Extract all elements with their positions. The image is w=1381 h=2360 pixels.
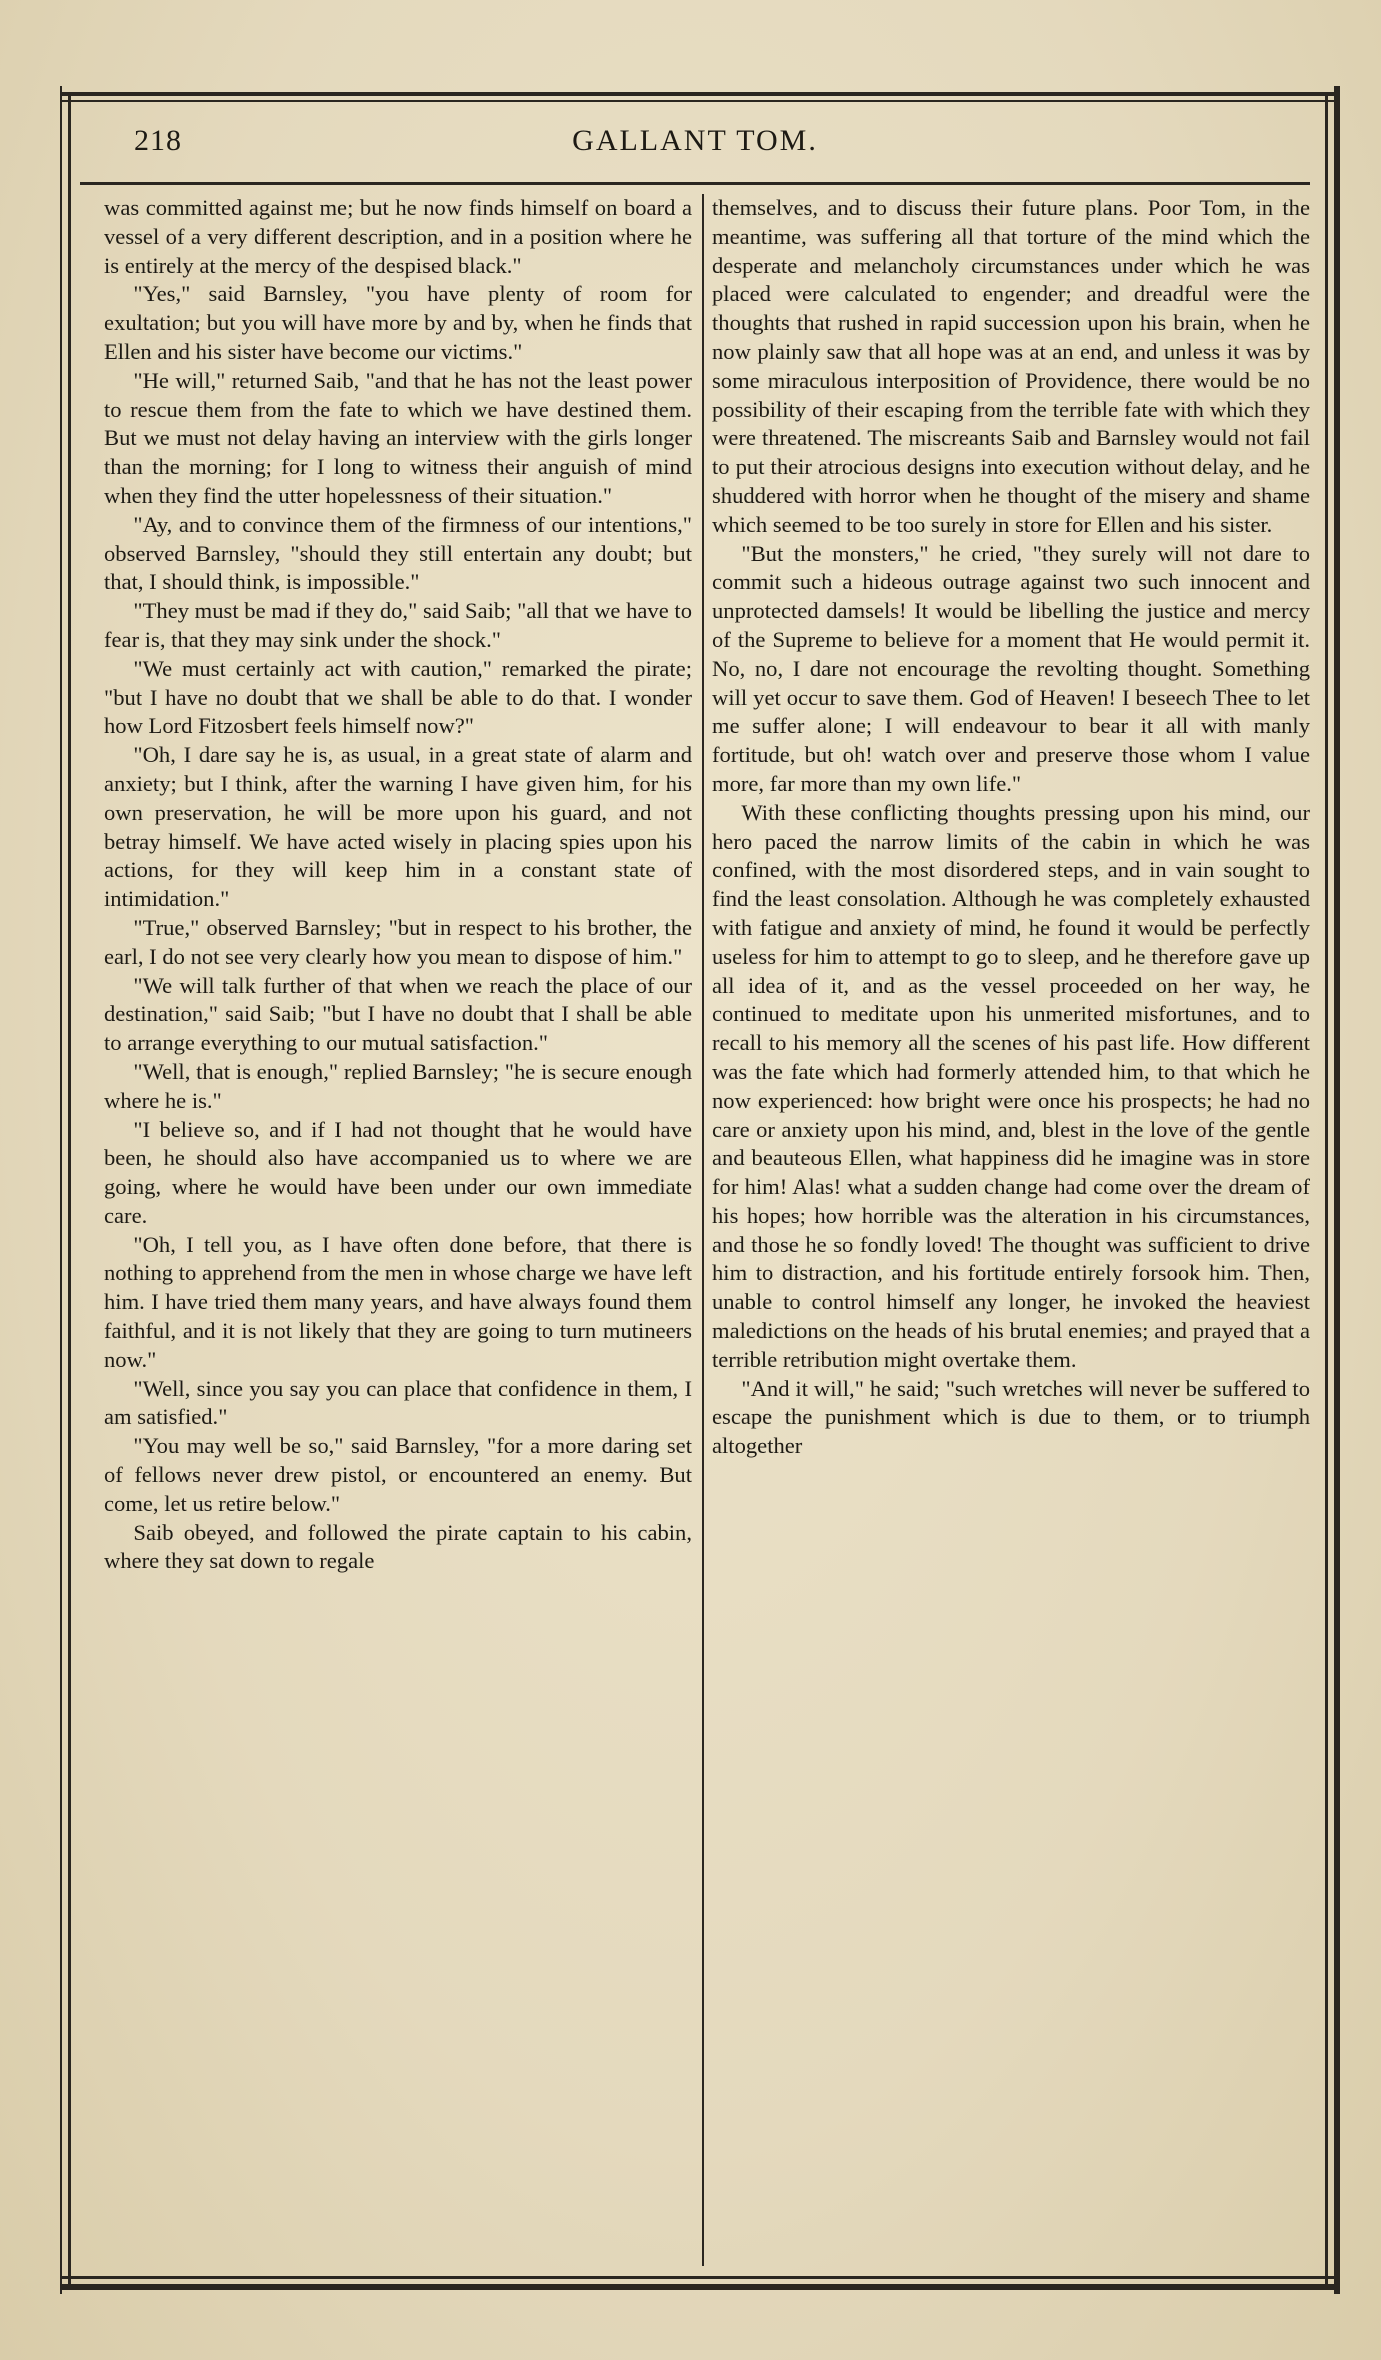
- column-divider: [702, 194, 704, 2266]
- paragraph: "He will," returned Saib, "and that he has not the least power to rescue them from the fate to which we have destined them. But we must not delay having an interview with the girls longer than the morning; for I long to witness their anguish of mind when they find the utter hopelessness of their situation.": [104, 367, 692, 508]
- top-rule: [60, 92, 1340, 96]
- paragraph: "True," observed Barnsley; "but in respect to his brother, the earl, I do not see very clearly how you mean to dispose of him.": [104, 914, 692, 969]
- paragraph: "We must certainly act with caution," remarked the pirate; "but I have no doubt that we shall be able to do that. I wonder how Lord Fitzosbert feels himself now?": [104, 655, 692, 739]
- paragraph: "Well, since you say you can place that confidence in them, I am satisfied.": [104, 1375, 692, 1430]
- paragraph: was committed against me; but he now finds himself on board a vessel of a very different description, and in a position where he is entirely at the mercy of the despised black.": [104, 195, 692, 278]
- paragraph: "Ay, and to convince them of the firmness of our intentions," observed Barnsley, "should they still entertain any doubt; but that, I should think, is impossible.": [104, 511, 692, 595]
- paragraph: With these conflicting thoughts pressing upon his mind, our hero paced the narrow limits of the cabin in which he was confined, with the most disordered steps, and in vain sought to find the least consolation. Although he was completely exhausted with fatigue and anxiety of mind, he found it would be perfectly useless for him to attempt to go to sleep, and he therefore gave up all idea of it, and as the vessel proceeded on her way, he continued to meditate upon his unmerited misfortunes, and to recall to his memory all the scenes of his past life. How different was the fate which had formerly attended him, to that which he now experienced: how bright were once his prospects; he had no care or anxiety upon his mind, and, blest in the love of the gentle and beauteous Ellen, what happiness did he imagine was in store for him! Alas! what a sudden change had come over the dream of his hopes; how horrible was the alteration in his circumstances, and those he so fondly loved! The thought was sufficient to drive him to distraction, and his fortitude entirely forsook him. Then, unable to control himself any longer, he invoked the heaviest maledictions on the heads of his brutal enemies; and prayed that a terrible retribution might overtake them.: [712, 799, 1310, 1372]
- paragraph: Saib obeyed, and followed the pirate captain to his cabin, where they sat down to regale: [104, 1519, 692, 1574]
- page-header: [80, 112, 1310, 176]
- page-number: 218: [134, 124, 182, 157]
- bottom-rule-thick: [60, 2284, 1340, 2290]
- paragraph: "And it will," he said; "such wretches will never be suffered to escape the punishment which is due to them, or to triumph altogether: [712, 1375, 1310, 1459]
- paragraph: "You may well be so," said Barnsley, "for a more daring set of fellows never drew pistol, or encountered an enemy. But come, let us retire below.": [104, 1433, 692, 1516]
- paragraph: "Oh, I dare say he is, as usual, in a great state of alarm and anxiety; but I think, after the warning I have given him, for his own preservation, he will be more upon his guard, and not betray himself. We have acted wisely in placing spies upon his actions, for they will keep him in a constant state of intimidation.": [104, 742, 692, 912]
- bottom-rule: [60, 2276, 1340, 2279]
- header-rule: [80, 182, 1310, 185]
- text-columns: [104, 194, 1312, 2266]
- left-column: [104, 194, 692, 2266]
- paragraph: "Well, that is enough," replied Barnsley; "he is secure enough where he is.": [104, 1058, 692, 1113]
- right-column: [712, 194, 1310, 2266]
- paragraph: "But the monsters," he cried, "they surely will not dare to commit such a hideous outrage against two such innocent and unprotected damsels! It would be libelling the justice and mercy of the Supreme to believe for a moment that He would permit it. No, no, I dare not encourage the revolting thought. Something will yet occur to save them. God of Heaven! I beseech Thee to let me suffer alone; I will endeavour to bear it all with manly fortitude, but oh! watch over and preserve those whom I value more, far more than my own life.": [712, 540, 1310, 796]
- paragraph: "They must be mad if they do," said Saib; "all that we have to fear is, that they may sink under the shock.": [104, 598, 692, 652]
- running-title: GALLANT TOM.: [572, 124, 818, 157]
- paragraph: themselves, and to discuss their future plans. Poor Tom, in the meantime, was suffering all that torture of the mind which the desperate and melancholy circumstances under which he was placed were calculated to engender; and dreadful were the thoughts that rushed in rapid succession upon his brain, when he now plainly saw that all hope was at an end, and unless it was by some miraculous interposition of Providence, there would be no possibility of their escaping from the terrible fate with which they were threatened. The miscreants Saib and Barnsley would not fail to put their atrocious designs into execution without delay, and he shuddered with horror when he thought of the misery and shame which seemed to be too surely in store for Ellen and his sister.: [712, 195, 1310, 537]
- paragraph: "Yes," said Barnsley, "you have plenty of room for exultation; but you will have more by and by, when he finds that Ellen and his sister have become our victims.": [104, 281, 692, 364]
- paragraph: "Oh, I tell you, as I have often done before, that there is nothing to apprehend from the men in whose charge we have left him. I have tried them many years, and have always found them faithful, and it is not likely that they are going to turn mutineers now.": [104, 1231, 692, 1372]
- top-rule-thin: [60, 100, 1340, 102]
- paragraph: "I believe so, and if I had not thought that he would have been, he should also have accompanied us to where we are going, where he would have been under our own immediate care.: [104, 1116, 692, 1228]
- paragraph: "We will talk further of that when we reach the place of our destination," said Saib; "but I have no doubt that I shall be able to arrange everything to our mutual satisfaction.": [104, 972, 692, 1056]
